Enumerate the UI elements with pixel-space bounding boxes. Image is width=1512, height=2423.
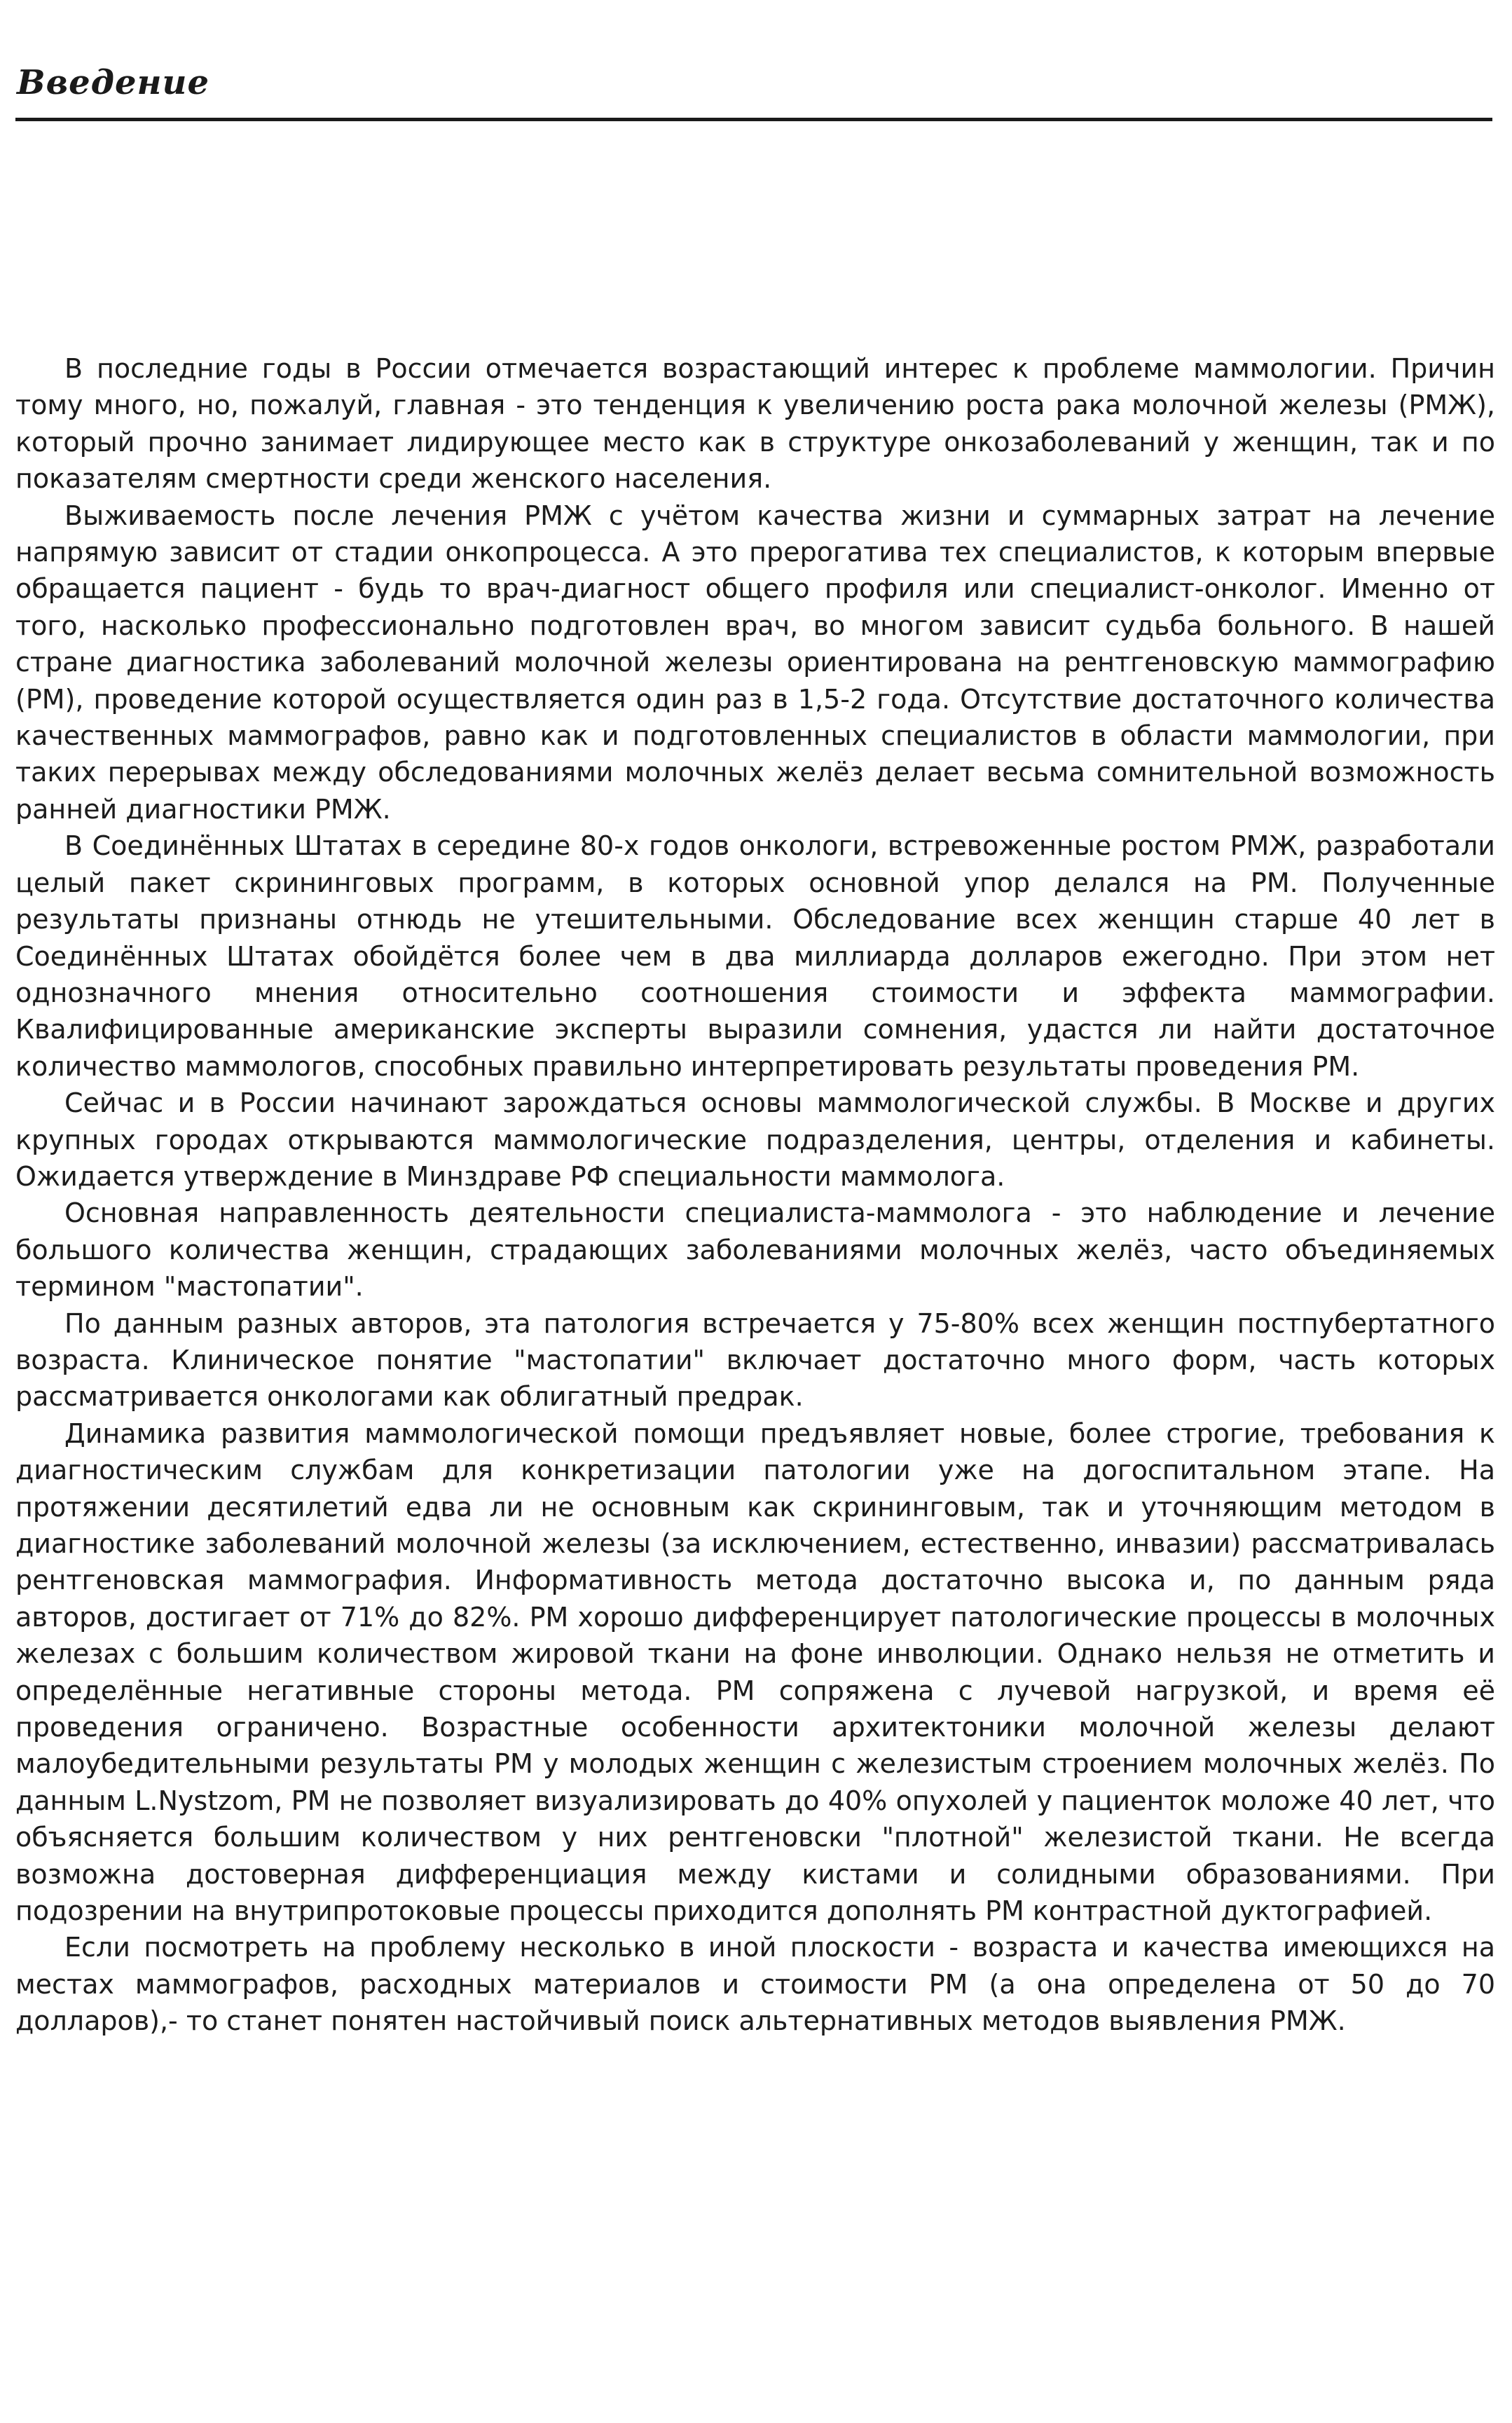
paragraph-usa-screening: В Соединённых Штатах в середине 80-х годов онкологи, встревоженные ростом РМЖ, разработали целый пакет скрининговых программ, в которых основной упор делался на РМ. Полученные результаты признаны отнюдь не утешительными. Обследование всех женщин старше 40 лет в Соединённых Штатах обойдётся более чем в два миллиарда долларов ежегодно. При этом нет однозначного мнения относительно соотношения стоимости и эффекта маммографии. Квалифицированные американские эксперты выразили сомнения, удастся ли найти достаточное количество маммологов, способных правильно интерпретировать результаты проведения РМ. <box>15 830 1495 1082</box>
running-header <box>15 59 1492 121</box>
body-text <box>15 350 1495 2040</box>
paragraph-survival: Выживаемость после лечения РМЖ с учётом качества жизни и суммарных затрат на лечение напрямую зависит от стадии онкопроцесса. А это прерогатива тех специалистов, к которым впервые обращается пациент - будь то врач-диагност общего профиля или специалист-онколог. Именно от того, насколько профессионально подготовлен врач, во многом зависит судьба больного. В нашей стране диагностика заболеваний молочной железы ориентирована на рентгеновскую маммографию (РМ), проведение которой осуществляется один раз в 1,5-2 года. Отсутствие достаточного количества качественных маммографов, равно как и подготовленных специалистов в области маммологии, при таких перерывах между обследованиями молочных желёз делает весьма сомнительной возможность ранней диагностики РМЖ. <box>15 500 1495 825</box>
paragraph-diagnostics: Динамика развития маммологической помощи предъявляет новые, более строгие, требования к диагностическим службам для конкретизации патологии уже на догоспитальном этапе. На протяжении десятилетий едва ли не основным как скрининговым, так и уточняющим методом в диагностике заболеваний молочной железы (за исключением, естественно, инвазии) рассматривалась рентгеновская маммография. Информативность метода достаточно высока и, по данным ряда авторов, достигает от 71% до 82%. РМ хорошо дифференцирует патологические процессы в молочных железах с большим количеством жировой ткани на фоне инволюции. Однако нельзя не отметить и определённые негативные стороны метода. РМ сопряжена с лучевой нагрузкой, и время её проведения ограничено. Возрастные особенности архитектоники молочной железы делают малоубедительными результаты РМ у молодых женщин с железистым строением молочных желёз. По данным L.Nystzom, РМ не позволяет визуализировать до 40% опухолей у пациенток моложе 40 лет, что объясняется большим количеством у них рентгеновски "плотной" железистой ткани. Не всегда возможна достоверная дифференциация между кистами и солидными образованиями. При подозрении на внутрипротоковые процессы приходится дополнять РМ контрастной дуктографией. <box>15 1418 1495 1927</box>
paragraph-mammologist-role: Основная направленность деятельности специалиста-маммолога - это наблюдение и лечение большого количества женщин, страдающих заболеваниями молочных желёз, часто объединяемых термином "мастопатии". <box>15 1197 1495 1303</box>
section-title: Введение <box>17 63 209 102</box>
paragraph-russia-service: Сейчас и в России начинают зарождаться основы маммологической службы. В Москве и других крупных городах открываются маммологические подразделения, центры, отделения и кабинеты. Ожидается утверждение в Минздраве РФ специальности маммолога. <box>15 1087 1495 1192</box>
paragraph-alternatives: Если посмотреть на проблему несколько в иной плоскости - возраста и качества имеющихся на местах маммографов, расходных материалов и стоимости РМ (а она определена от 50 до 70 долларов),- то станет понятен настойчивый поиск альтернативных методов выявления РМЖ. <box>15 1932 1495 2037</box>
paragraph-intro: В последние годы в России отмечается возрастающий интерес к проблеме маммологии. Причин тому много, но, пожалуй, главная - это тенденция к увеличению роста рака молочной железы (РМЖ), который прочно занимает лидирующее место как в структуре онкозаболеваний у женщин, так и по показателям смертности среди женского населения. <box>15 353 1495 495</box>
paragraph-mastopathy: По данным разных авторов, эта патология встречается у 75-80% всех женщин постпубертатного возраста. Клиническое понятие "мастопатии" включает достаточно много форм, часть которых рассматривается онкологами как облигатный предрак. <box>15 1307 1495 1413</box>
